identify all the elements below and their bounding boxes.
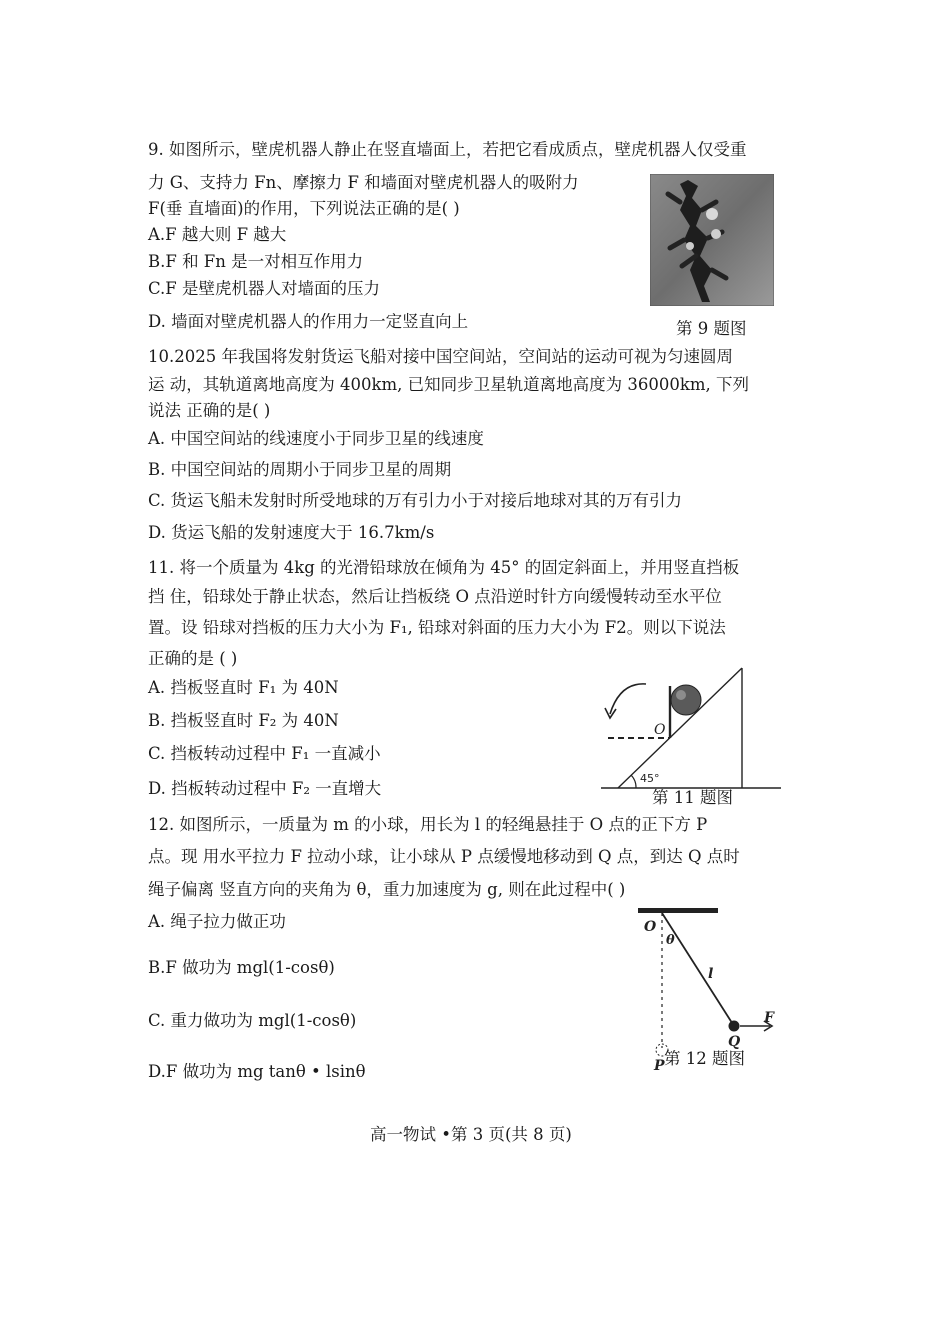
- q12-option-a: A. 绳子拉力做正功: [148, 912, 286, 931]
- q10-stem-line-2: 运 动，其轨道离地高度为 400km, 已知同步卫星轨道离地高度为 36000km, 下列: [148, 375, 749, 394]
- page-footer: 高一物试 •第 3 页(共 8 页): [370, 1125, 572, 1144]
- gecko-robot-photo: [650, 174, 774, 306]
- q9-stem-line-2: 力 G、支持力 Fn、摩擦力 F 和墙面对壁虎机器人的吸附力: [148, 173, 579, 192]
- q9-option-b: B.F 和 Fn 是一对相互作用力: [148, 252, 364, 271]
- theta-label: θ: [666, 933, 675, 948]
- q12-option-d: D.F 做功为 mg tanθ • lsinθ: [148, 1062, 366, 1081]
- q10-stem-line-1: 10.2025 年我国将发射货运飞船对接中国空间站，空间站的运动可视为匀速圆周: [148, 347, 733, 366]
- q9-stem-line-3: F(垂 直墙面)的作用，下列说法正确的是( ): [148, 199, 460, 218]
- q11-stem-line-2: 挡 住，铅球处于静止状态，然后让挡板绕 O 点沿逆时针方向缓慢转动至水平位: [148, 587, 722, 606]
- length-l-label: l: [708, 966, 714, 982]
- q9-option-d: D. 墙面对壁虎机器人的作用力一定竖直向上: [148, 312, 469, 331]
- incline-plate-diagram: [596, 660, 786, 804]
- point-o-label: O: [644, 919, 657, 935]
- q11-option-d: D. 挡板转动过程中 F₂ 一直增大: [148, 779, 382, 798]
- q12-option-c: C. 重力做功为 mgl(1-cosθ): [148, 1011, 357, 1030]
- q9-option-a: A.F 越大则 F 越大: [148, 225, 287, 244]
- q11-option-b: B. 挡板竖直时 F₂ 为 40N: [148, 711, 339, 730]
- q9-option-c: C.F 是壁虎机器人对墙面的压力: [148, 279, 380, 298]
- q10-option-a: A. 中国空间站的线速度小于同步卫星的线速度: [148, 429, 484, 448]
- q10-option-c: C. 货运飞船未发射时所受地球的万有引力小于对接后地球对其的万有引力: [148, 491, 683, 510]
- q12-option-b: B.F 做功为 mgl(1-cosθ): [148, 958, 335, 977]
- ceiling-bar: [638, 908, 718, 913]
- q11-stem-line-1: 11. 将一个质量为 4kg 的光滑铅球放在倾角为 45° 的固定斜面上，并用竖直挡板: [148, 558, 740, 577]
- q11-figure-caption: 第 11 题图: [652, 788, 733, 807]
- angle-arc: [631, 775, 636, 788]
- q12-stem-line-1: 12. 如图所示，一质量为 m 的小球，用长为 l 的轻绳悬挂于 O 点的正下方 P: [148, 815, 708, 834]
- lead-ball: [671, 685, 701, 715]
- q11-stem-line-3: 置。设 铅球对挡板的压力大小为 F₁, 铅球对斜面的压力大小为 F2。则以下说法: [148, 618, 726, 637]
- q11-option-c: C. 挡板转动过程中 F₁ 一直减小: [148, 744, 381, 763]
- force-f-label: F: [764, 1010, 774, 1026]
- q9-stem-line-1: 9. 如图所示，壁虎机器人静止在竖直墙面上，若把它看成质点，壁虎机器人仅受重: [148, 140, 747, 159]
- q11-stem-line-4: 正确的是 ( ): [148, 649, 238, 668]
- point-q-label: Q: [728, 1034, 741, 1050]
- q10-stem-line-3: 说法 正确的是( ): [148, 401, 271, 420]
- q10-option-b: B. 中国空间站的周期小于同步卫星的周期: [148, 460, 452, 479]
- q11-option-a: A. 挡板竖直时 F₁ 为 40N: [148, 678, 339, 697]
- q12-stem-line-2: 点。现 用水平拉力 F 拉动小球，让小球从 P 点缓慢地移动到 Q 点，到达 Q 点时: [148, 847, 740, 866]
- q10-option-d: D. 货运飞船的发射速度大于 16.7km/s: [148, 523, 435, 542]
- angle-label: 45°: [640, 772, 660, 785]
- point-o-label: O: [654, 722, 666, 738]
- point-p-label: P: [654, 1058, 665, 1074]
- q12-stem-line-3: 绳子偏离 竖直方向的夹角为 θ，重力加速度为 g, 则在此过程中( ): [148, 880, 626, 899]
- q12-figure-caption: 第 12 题图: [664, 1049, 745, 1068]
- q9-figure-caption: 第 9 题图: [676, 319, 747, 338]
- ball-q: [729, 1021, 740, 1032]
- rope-line: [662, 913, 734, 1026]
